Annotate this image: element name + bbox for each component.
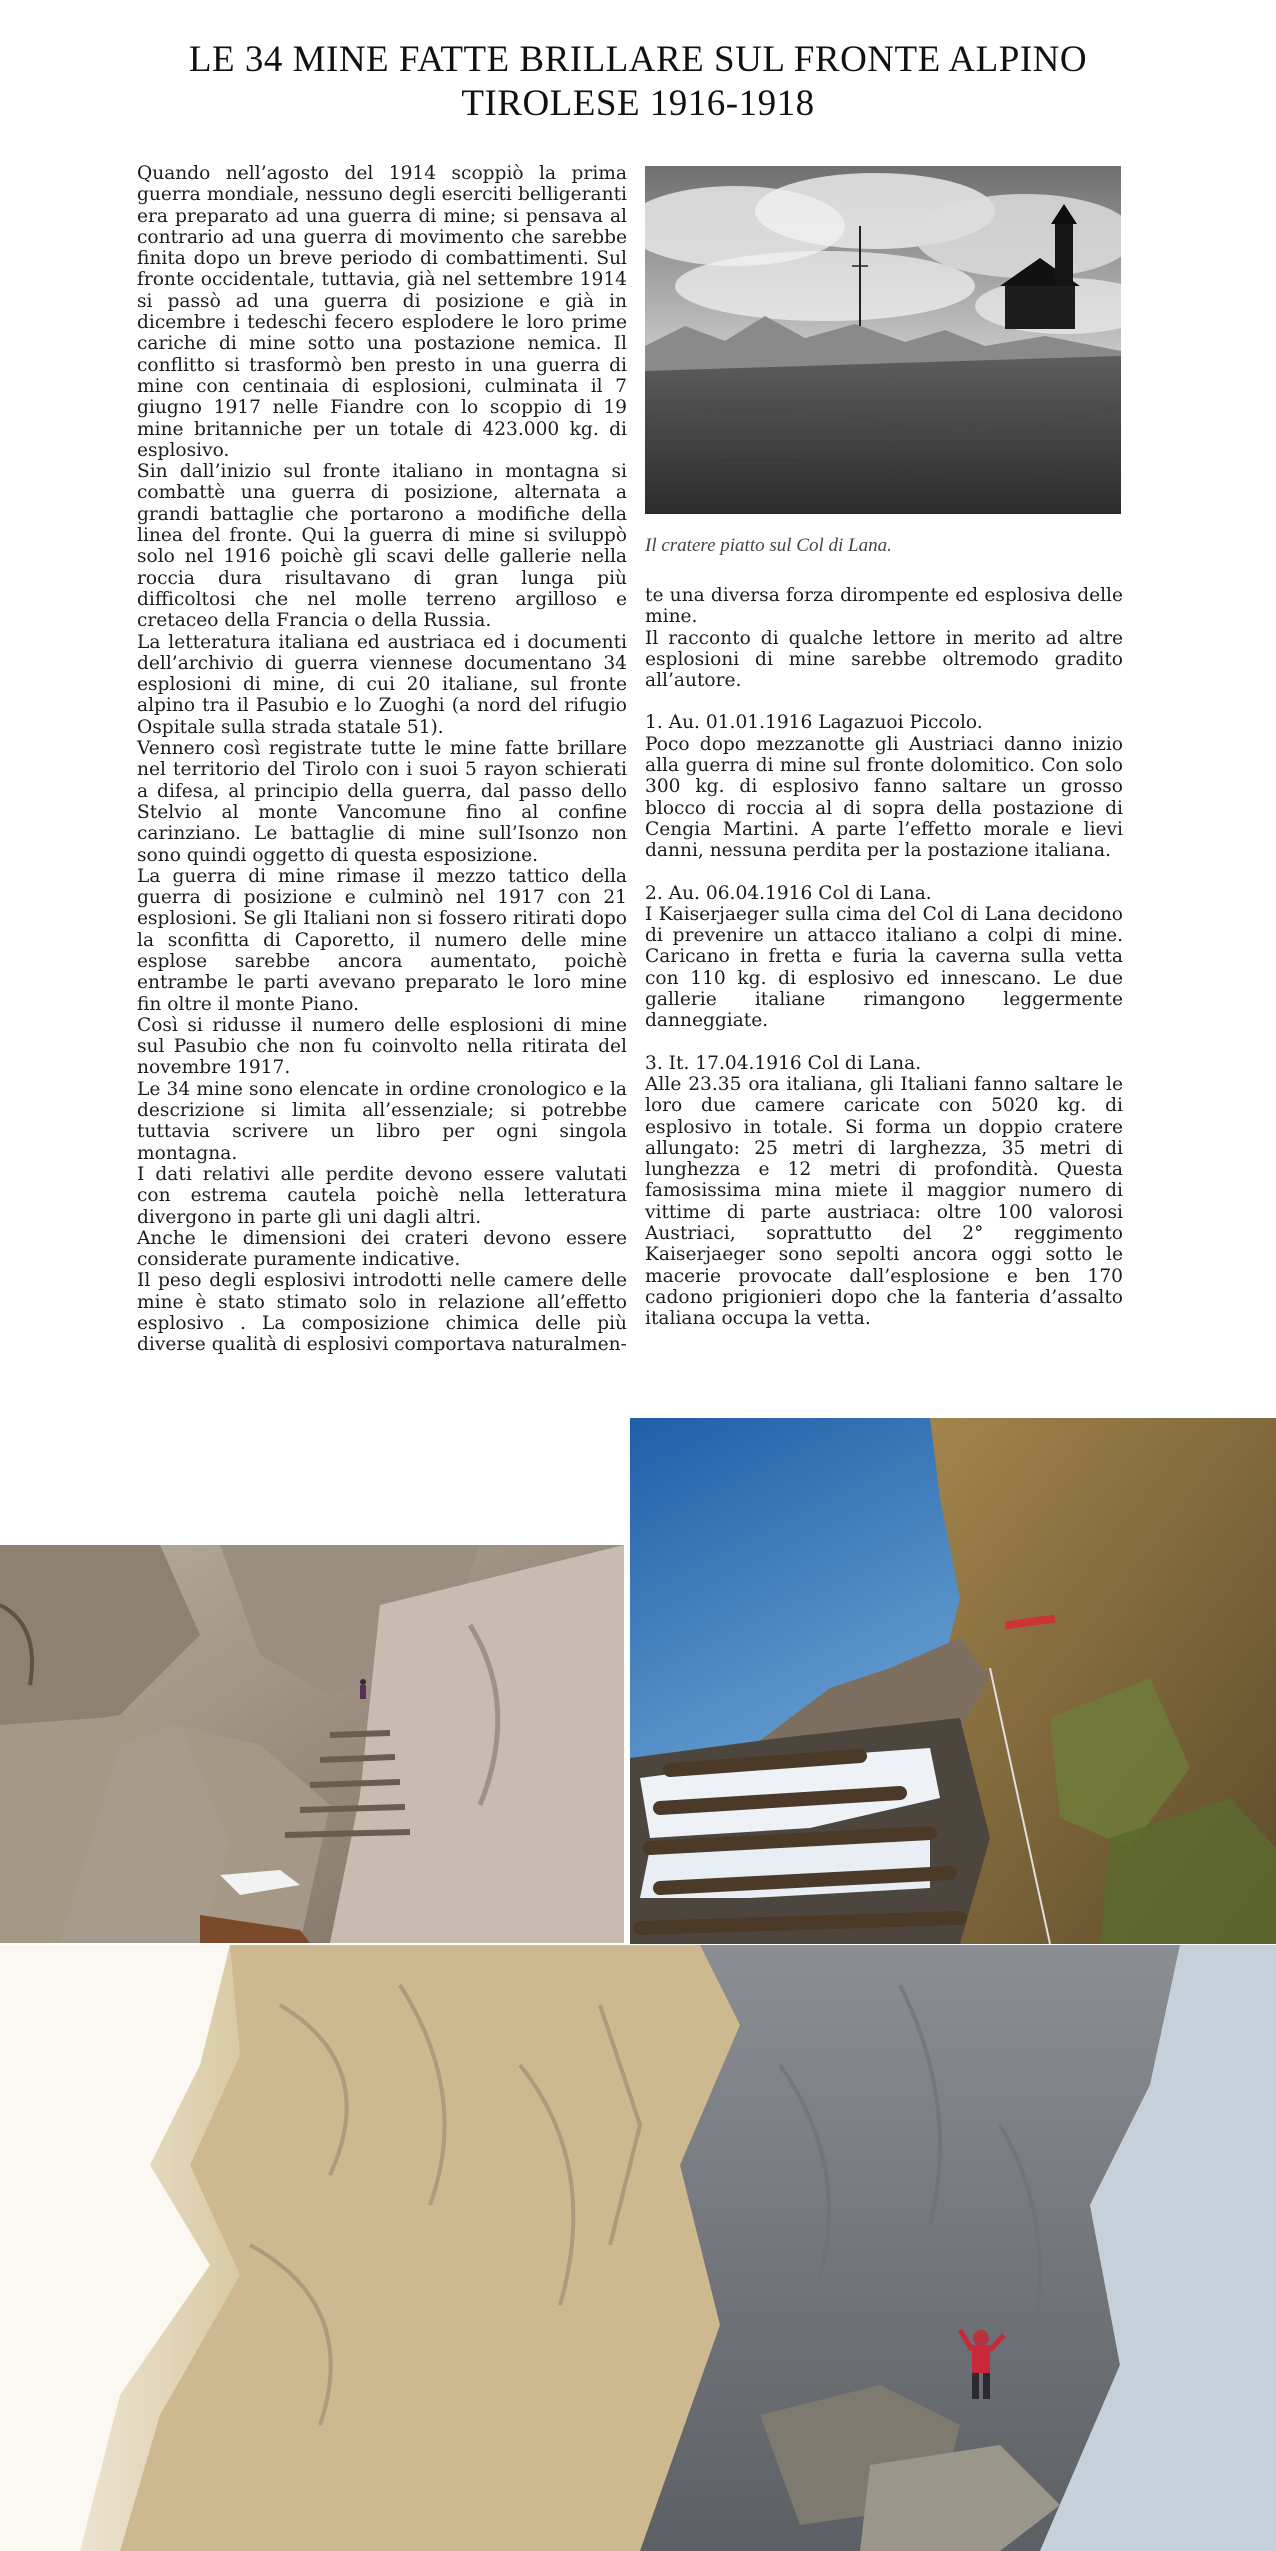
mine-entry-text: I Kaiserjaeger sulla cima del Col di Lana decidono di prevenire un attacco italiano a colpi di mine. Caricano in fretta e furia la caverna sulla vetta con 110 kg. di esplosivo ed innescano. Le due gallerie italiane rimangono leggermente danneggiate. — [645, 903, 1123, 1032]
title-line-1: LE 34 MINE FATTE BRILLARE SUL FRONTE ALPINO — [188, 39, 1088, 80]
paragraph: Vennero così registrate tutte le mine fatte brillare nel territorio del Tirolo con i suoi 5 rayon schierati a difesa, al principio della guerra, dal passo dello Stelvio al monte Vancomune fino al confine carinziano. Le battaglie di mine sull’Isonzo non sono quindi oggetto di questa esposizione. — [137, 738, 627, 866]
rock-face-climber-photo — [0, 1945, 1276, 2551]
paragraph: Quando nell’agosto del 1914 scoppiò la prima guerra mondiale, nessuno degli eserciti belligeranti era preparato ad una guerra di mine; si pensava al contrario ad una guerra di movimento che sarebbe finita dopo un breve periodo di combattimenti. Sul fronte occidentale, tuttavia, già nel settembre 1914 si passò ad una guerra di posizione e già in dicembre i tedeschi fecero esplodere le loro prime cariche di mine sotto una postazione nemica. Il conflitto si trasformò ben presto in una guerra di mine con centinaia di esplosioni, culminata il 7 giugno 1917 nelle Fiandre con lo scoppio di 19 mine britanniche per un totale di 423.000 kg. di esplosivo. — [137, 163, 627, 461]
mine-entry-heading: 2. Au. 06.04.1916 Col di Lana. — [645, 882, 932, 904]
paragraph: Il racconto di qualche lettore in merito ad altre esplosioni di mine sarebbe oltremodo gradito all’autore. — [645, 627, 1123, 692]
title-line-2: TIROLESE 1916-1918 — [461, 83, 815, 124]
mine-entry-text: Alle 23.35 ora italiana, gli Italiani fanno saltare le loro due camere caricate con 5020 kg. di esplosivo in totale. Si forma un doppio cratere allungato: 25 metri di larghezza, 35 metri di lunghezza e 12 metri di profondità. Questa famosissima mina miete il maggior numero di vittime di parte austriaca: oltre 100 valorosi Austriaci, soprattutto del 2° reggimento Kaiserjaeger sono sepolti ancora oggi sotto le macerie provocate dall’esplosione e ben 170 cadono prigionieri dopo che la fanteria d’assalto italiana occupa la vetta. — [645, 1073, 1123, 1330]
paragraph: I dati relativi alle perdite devono essere valutati con estrema cautela poichè nella letteratura divergono in parte gli uni dagli altri. — [137, 1163, 627, 1228]
paragraph: La guerra di mine rimase il mezzo tattico della guerra di posizione e culminò nel 1917 con 21 esplosioni. Se gli Italiani non si fossero ritirati dopo la sconfitta di Caporetto, il numero delle mine esplose sarebbe ancora aumentato, poichè entrambe le parti avevano preparato le loro mine fin oltre il monte Piano. — [137, 865, 627, 1015]
mine-entry-heading: 1. Au. 01.01.1916 Lagazuoi Piccolo. — [645, 712, 983, 734]
rocky-path-photo — [0, 1545, 624, 1943]
paragraph: La letteratura italiana ed austriaca ed i documenti dell’archivio di guerra viennese documentano 34 esplosioni di mine, di cui 20 italiane, sul fronte alpino tra il Pasubio e lo Zuoghi (a nord del rifugio Ospitale sulla strada statale 51). — [137, 631, 627, 738]
paragraph: Il peso degli esplosivi introdotti nelle camere delle mine è stato stimato solo in relazione all’effetto esplosivo . La composizione chimica delle più diverse qualità di esplosivi comportava naturalmen- — [137, 1270, 627, 1356]
right-text-column — [645, 585, 1123, 1330]
paragraph: Sin dall’inizio sul fronte italiano in montagna si combattè una guerra di posizione, alternata a grandi battaglie che portarono a modifiche della linea del fronte. Qui la guerra di mine si sviluppò solo nel 1916 poichè gli scavi delle gallerie nella roccia dura risultavano di gran lunga più difficoltosi che nel molle terreno argilloso e cretaceo della Francia o della Russia. — [137, 461, 627, 632]
page-title — [0, 38, 1276, 126]
left-text-column — [137, 163, 627, 1356]
paragraph: Così si ridusse il numero delle esplosioni di mine sul Pasubio che non fu coinvolto nella ritirata del novembre 1917. — [137, 1014, 627, 1079]
paragraph: Le 34 mine sono elencate in ordine cronologico e la descrizione si limita all’essenziale; si potrebbe tuttavia scrivere un libro per ogni singola montagna. — [137, 1078, 627, 1164]
mine-entry-heading: 3. It. 17.04.1916 Col di Lana. — [645, 1052, 922, 1074]
paragraph: te una diversa forza dirompente ed esplosiva delle mine. — [645, 585, 1123, 628]
photo-caption: Il cratere piatto sul Col di Lana. — [645, 535, 892, 556]
log-steps-photo — [630, 1418, 1276, 1944]
mine-entry-text: Poco dopo mezzanotte gli Austriaci danno inizio alla guerra di mine sul fronte dolomitico. Con solo 300 kg. di esplosivo fanno saltare un grosso blocco di roccia al di sopra della postazione di Cengia Martini. A parte l’effetto morale e lievi danni, nessuna perdita per la postazione italiana. — [645, 733, 1123, 862]
paragraph: Anche le dimensioni dei crateri devono essere considerate puramente indicative. — [137, 1227, 627, 1271]
col-di-lana-crater-photo — [645, 166, 1121, 514]
